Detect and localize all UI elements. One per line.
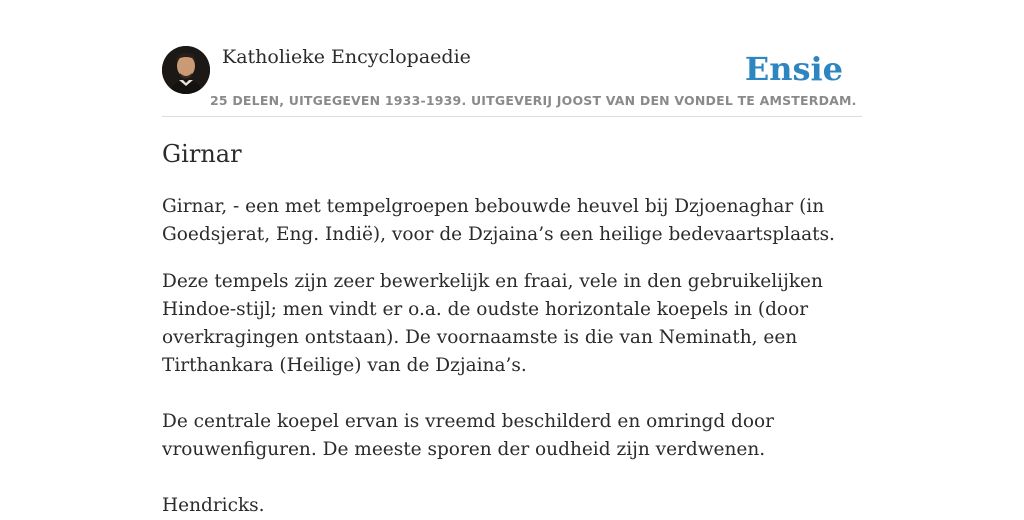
site-title[interactable]: Katholieke Encyclopaedie <box>222 46 471 68</box>
portrait-avatar-icon[interactable] <box>162 46 210 94</box>
brand-logo[interactable]: Ensie <box>744 50 843 88</box>
article-title: Girnar <box>162 140 242 168</box>
article-paragraph: Girnar, - een met tempelgroepen bebouwde heuvel bij Dzjoenaghar (in Goedsjerat, Eng. Indië), voor de Dzjaina’s een heilige bedevaartsplaats. <box>162 196 835 245</box>
site-subtitle: 25 DELEN, UITGEGEVEN 1933-1939. UITGEVERIJ JOOST VAN DEN VONDEL TE AMSTERDAM. <box>210 93 857 108</box>
paragraph-spacer <box>162 464 874 492</box>
article-author: Hendricks. <box>162 495 265 516</box>
article-body <box>162 193 874 520</box>
paragraph-spacer <box>162 380 874 408</box>
article-paragraph: De centrale koepel ervan is vreemd beschilderd en omringd door vrouwenfiguren. De meeste sporen der oudheid zijn verdwenen. <box>162 411 775 460</box>
article-paragraph: Deze tempels zijn zeer bewerkelijk en fraai, vele in den gebruikelijken Hindoe-stijl; men vindt er o.a. de oudste horizontale koepels in (door overkragingen ontstaan). De voornaamste is die van Neminath, een Tirthankara (Heilige) van de Dzjaina’s. <box>162 271 823 376</box>
site-header <box>162 40 862 117</box>
